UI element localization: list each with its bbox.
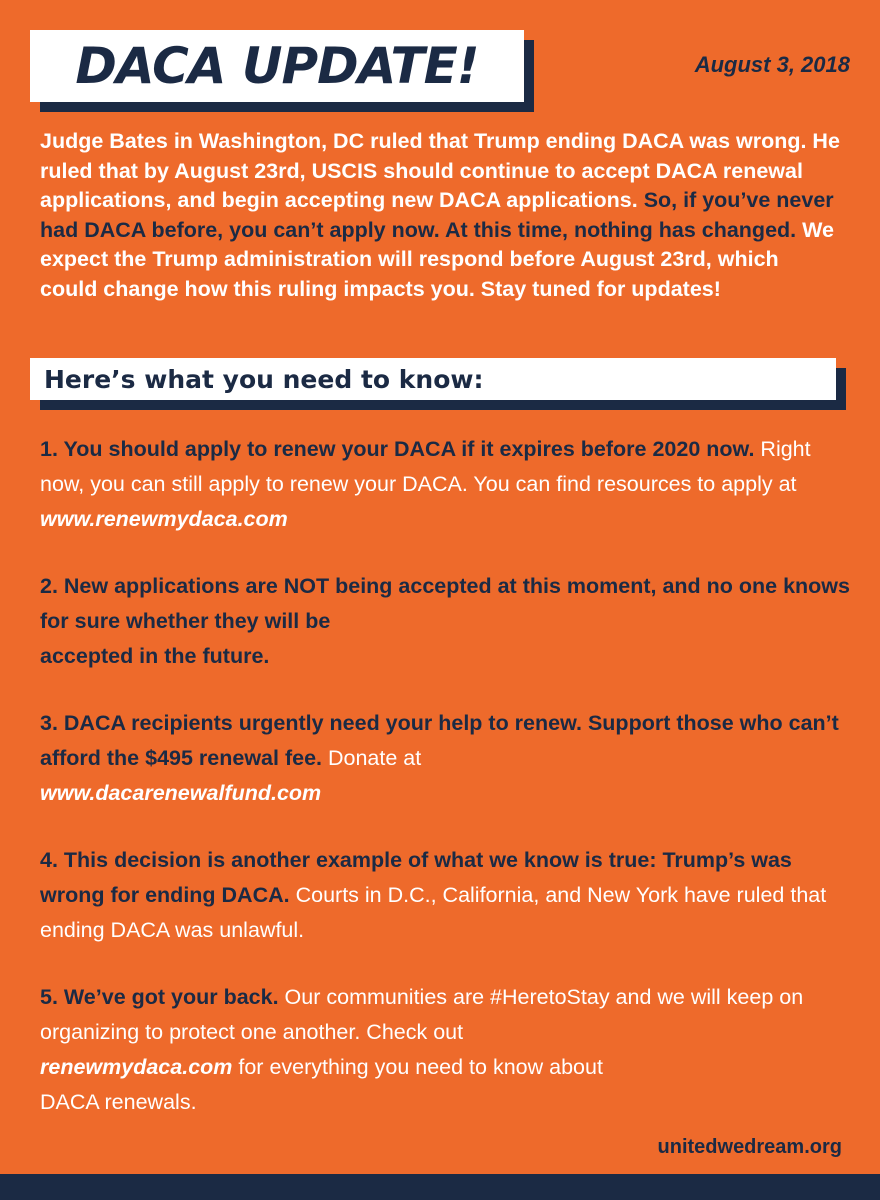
subheading-box [30,358,836,400]
intro-part-2: So, if you’ve never had DACA before, you can’t apply now. At this time, nothing has changed. [40,188,834,242]
dacarenewalfund-link[interactable]: www.dacarenewalfund.com [40,781,322,805]
point-1-bold: 1. You should apply to renew your DACA if it expires before 2020 now. [40,437,755,461]
title-box [30,30,524,102]
subheading: Here’s what you need to know: [44,364,484,394]
subheading-block [30,358,836,400]
title-block [30,30,524,102]
bottom-bar [0,1174,880,1200]
point-4 [40,843,855,948]
point-5-bold: 5. We’ve got your back. [40,985,279,1009]
intro-part-1: Judge Bates in Washington, DC ruled that Trump ending DACA was wrong. He ruled that by August 23rd, USCIS should continue to accept DACA renewal applications, and begin accepting new DACA applications. [40,129,840,212]
renewmydaca-link-2[interactable]: renewmydaca.com [40,1055,233,1079]
renewmydaca-link[interactable]: www.renewmydaca.com [40,507,288,531]
point-1-text: Right now, you can still apply to renew your DACA. You can find resources to apply at [40,437,811,496]
point-5-text: Our communities are #HeretoStay and we will keep on organizing to protect one another. Check out [40,985,804,1044]
point-5-tail: for everything you need to know about [232,1055,603,1079]
point-5 [40,980,855,1120]
publish-date: August 3, 2018 [694,52,850,77]
intro-part-3: We expect the Trump administration will respond before August 23rd, which could change how this ruling impacts you. Stay tuned for updates! [40,217,834,301]
point-2-bold-cont: accepted in the future. [40,644,270,668]
point-5-tail-2: DACA renewals. [40,1090,197,1114]
point-3 [40,706,855,811]
page-title: DACA UPDATE! [75,37,479,95]
point-2 [40,569,855,674]
point-4-bold: 4. This decision is another example of what we know is true: Trump’s was wrong for ending DACA. [40,848,792,907]
point-4-text: Courts in D.C., California, and New York have ruled that ending DACA was unlawful. [40,883,827,942]
point-3-text: Donate at [322,746,422,770]
intro-paragraph [40,127,840,304]
point-3-bold: 3. DACA recipients urgently need your help to renew. Support those who can’t afford the $495 renewal fee. [40,711,839,770]
point-1 [40,432,855,537]
point-2-bold: 2. New applications are NOT being accepted at this moment, and no one knows for sure whether they will be [40,574,850,633]
footer-url[interactable]: unitedwedream.org [657,1136,842,1158]
